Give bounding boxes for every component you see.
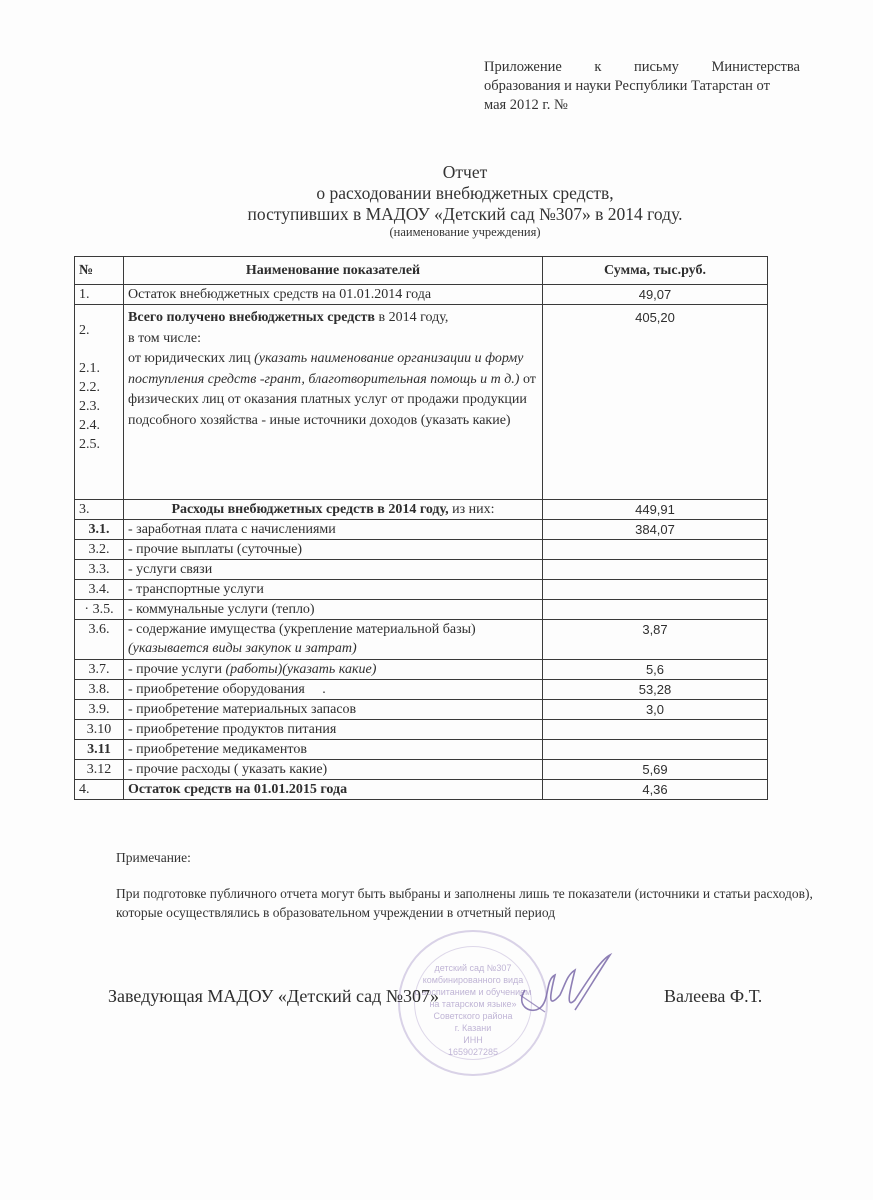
row-name-line: в том числе: [128, 330, 201, 346]
title-subtitle: (наименование учреждения) [389, 225, 541, 239]
row-name: - приобретение медикаментов [124, 740, 543, 760]
title-line: поступивших в МАДОУ «Детский сад №307» в 2014 году. [247, 204, 683, 224]
row-num: · 3.5. [75, 600, 124, 620]
row-num: 1. [75, 285, 124, 305]
row-num: 3.3. [75, 560, 124, 580]
row-name: - транспортные услуги [124, 580, 543, 600]
row-num: 3.4. [75, 580, 124, 600]
row-sum [543, 560, 768, 580]
row-sum: 5,69 [543, 760, 768, 780]
row-num: 3.11 [75, 740, 124, 760]
note-label: Примечание: [116, 850, 191, 865]
row-num: 2.3. [79, 399, 100, 414]
row-sum [543, 540, 768, 560]
stamp-line: с воспитанием и обучением [414, 987, 532, 997]
report-title [0, 162, 873, 239]
appendix-word: к [594, 59, 602, 75]
table-header-row [75, 257, 768, 285]
table-row [75, 780, 768, 800]
row-num: 3.2. [75, 540, 124, 560]
row-num: 3.10 [75, 720, 124, 740]
table-row [75, 500, 768, 520]
row-name: - приобретение материальных запасов [124, 700, 543, 720]
row-sum: 53,28 [543, 680, 768, 700]
row-sum [543, 600, 768, 620]
row-name-tail: от физических лиц от оказания платных услуг от продажи продукции подсобного хозяйства - иные источники доходов (указать какие) [128, 371, 536, 428]
row-num: 2.1. [79, 361, 100, 376]
row-sum: 384,07 [543, 520, 768, 540]
title-line: о расходовании внебюджетных средств, [316, 183, 614, 203]
row-num: 3.7. [75, 660, 124, 680]
row-name: - прочие выплаты (суточные) [124, 540, 543, 560]
row-num: 4. [75, 780, 124, 800]
stamp-line: Советского района [433, 1011, 513, 1021]
row-name-text: - прочие услуги [128, 662, 226, 677]
table-row [75, 660, 768, 680]
row-sum: 5,6 [543, 660, 768, 680]
table-row [75, 305, 768, 500]
header-sum: Сумма, тыс.руб. [543, 257, 768, 285]
row-name [124, 660, 543, 680]
row-num: 3.1. [75, 520, 124, 540]
row-name: - прочие расходы ( указать какие) [124, 760, 543, 780]
table-row [75, 560, 768, 580]
row-num: 3.8. [75, 680, 124, 700]
row-sum: 405,20 [543, 305, 768, 500]
row-name: Остаток средств на 01.01.2015 года [124, 780, 543, 800]
appendix-word: Министерства [711, 59, 800, 75]
header-num: № [75, 257, 124, 285]
appendix-line: образования и науки Республики Татарстан от [484, 78, 770, 94]
table-row [75, 700, 768, 720]
row-num: 2.2. [79, 380, 100, 395]
table-row [75, 620, 768, 660]
table-row [75, 680, 768, 700]
table-row [75, 540, 768, 560]
signer-name: Валеева Ф.Т. [664, 986, 763, 1006]
row-sum: 3,87 [543, 620, 768, 660]
row-sum [543, 580, 768, 600]
row-name: - коммунальные услуги (тепло) [124, 600, 543, 620]
title-line: Отчет [442, 162, 488, 182]
row-num: 3.9. [75, 700, 124, 720]
row-name [124, 305, 543, 500]
row-name-bold: Всего получено внебюджетных средств [128, 310, 375, 325]
row-sum: 449,91 [543, 500, 768, 520]
row-num: 2. [79, 323, 90, 338]
table-row [75, 580, 768, 600]
row-name-bold: Расходы внебюджетных средств в 2014 году, [171, 502, 449, 517]
note-text: При подготовке публичного отчета могут быть выбраны и заполнены лишь те показатели (источники и статьи расходов), которые осуществлялись в образовательном учреждении в отчетный период [116, 886, 813, 920]
appendix-header [484, 58, 800, 115]
header-name: Наименование показателей [124, 257, 543, 285]
row-name-italic: (указать наименование организации и форму поступления средств -грант, благотворительная помощь и т д.) [128, 351, 524, 387]
row-sum [543, 740, 768, 760]
table-row [75, 285, 768, 305]
table-row [75, 760, 768, 780]
row-sum: 49,07 [543, 285, 768, 305]
row-name-text: - содержание имущества (укрепление материальной базы) [128, 622, 476, 637]
signer-position: Заведующая МАДОУ «Детский сад №307» [108, 986, 440, 1006]
row-name: - приобретение оборудования . [124, 680, 543, 700]
row-name-rest: из них: [448, 502, 495, 517]
appendix-word: Приложение [484, 59, 562, 75]
table-row [75, 600, 768, 620]
row-name: - заработная плата с начислениями [124, 520, 543, 540]
stamp-line: г. Казани [454, 1023, 492, 1033]
row-name: - приобретение продуктов питания [124, 720, 543, 740]
stamp-line: на татарском языке» [429, 999, 517, 1009]
row-nums [75, 305, 124, 500]
row-num: 2.4. [79, 418, 100, 433]
row-name-italic: (работы)(указать какие) [225, 662, 377, 677]
appendix-word: письму [633, 59, 679, 75]
row-sum [543, 720, 768, 740]
row-num: 3.6. [75, 620, 124, 660]
row-num: 3. [75, 500, 124, 520]
row-name: Остаток внебюджетных средств на 01.01.2014 года [124, 285, 543, 305]
row-name [124, 620, 543, 660]
stamp-line: ИНН [463, 1035, 483, 1045]
stamp-line: 1659027285 [447, 1047, 499, 1057]
stamp-line: детский сад №307 [434, 963, 512, 973]
row-num: 3.12 [75, 760, 124, 780]
table-row [75, 520, 768, 540]
row-num: 2.5. [79, 437, 100, 452]
row-name-italic: (указывается виды закупок и затрат) [128, 641, 357, 656]
appendix-line: мая 2012 г. № [484, 97, 568, 113]
table-row [75, 720, 768, 740]
row-name-line: от юридических лиц [128, 351, 255, 366]
row-name [124, 500, 543, 520]
row-name-rest: в 2014 году, [375, 310, 449, 325]
table-row [75, 740, 768, 760]
stamp-line: комбинированного вида [422, 975, 524, 985]
report-table [74, 256, 768, 800]
row-sum: 4,36 [543, 780, 768, 800]
row-sum: 3,0 [543, 700, 768, 720]
handwritten-signature-icon [505, 950, 625, 1030]
row-name: - услуги связи [124, 560, 543, 580]
